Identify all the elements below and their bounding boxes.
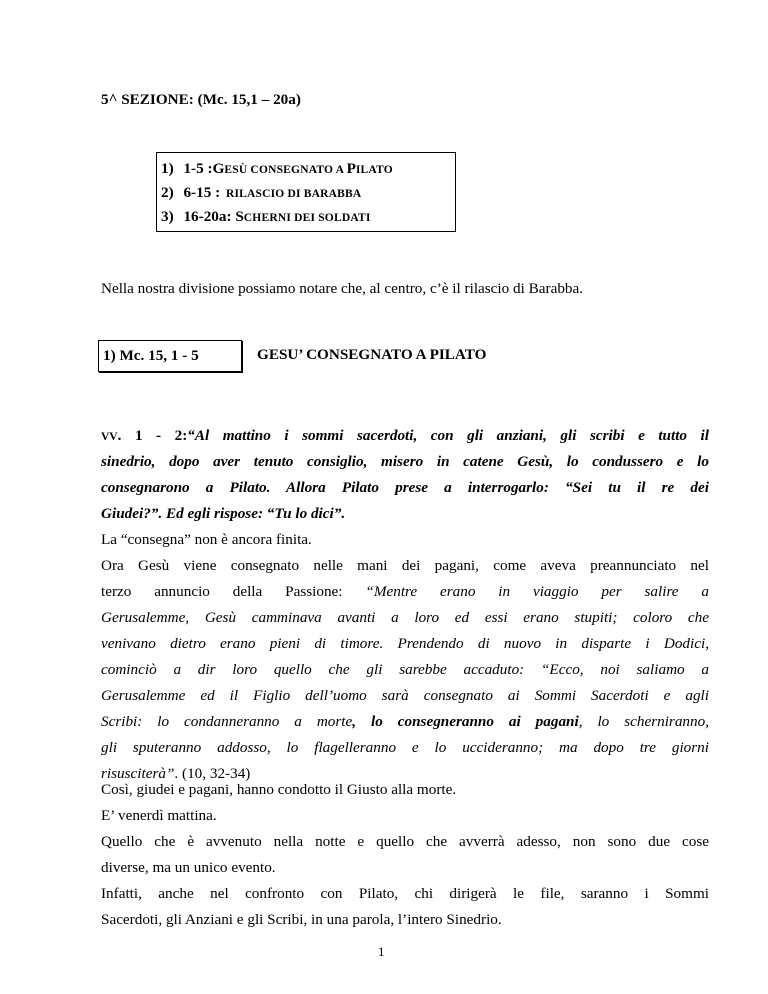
outline-title: ILATO: [355, 164, 393, 176]
text-line: E’ venerdì mattina.: [101, 807, 217, 824]
verse-text-line: Giudei?”. Ed egli rispose: “Tu lo dici”.: [101, 505, 346, 522]
quote-text: gli sputeranno addosso, lo flagelleranno e lo uccideranno; ma dopo tre giorni: [101, 739, 709, 756]
text-line: La “consegna” non è ancora finita.: [101, 531, 312, 548]
quote-text: Gerusalemme ed il Figlio dell’uomo sarà consegnato ai Sommi Sacerdoti e agli: [101, 687, 709, 704]
text-line: diverse, ma un unico evento.: [101, 859, 276, 876]
text-line: Sacerdoti, gli Anziani e gli Scribi, in una parola, l’intero Sinedrio.: [101, 911, 502, 928]
outline-item: [161, 205, 455, 229]
verse-text-line: “Al mattino i sommi sacerdoti, con gli anziani, gli scribi e tutto il: [187, 427, 709, 444]
intro-paragraph: Nella nostra divisione possiamo notare che, al centro, c’è il rilascio di Barabba.: [101, 280, 584, 297]
outline-item: [161, 157, 455, 181]
subsection-title: GESU’ CONSEGNATO A PILATO: [257, 346, 487, 363]
verse-text-line: consegnarono a Pilato. Allora Pilato prese a interrogarlo: “Sei tu il re dei: [101, 479, 709, 496]
section-heading: 5^ SEZIONE: (Mc. 15,1 – 20a): [101, 91, 301, 108]
text-line: risusciterà”. (10, 32-34): [101, 765, 251, 782]
outline-range: 6-15 :: [183, 184, 221, 201]
outline-number: 3): [161, 208, 174, 225]
text-line: Quello che è avvenuto nella notte e quello che avverrà adesso, non sono due cose: [101, 833, 709, 850]
outline-title: ESÙ CONSEGNATO A: [224, 164, 347, 176]
quote-text: Gerusalemme, Gesù camminava avanti a loro ed essi erano stupiti; coloro che: [101, 609, 709, 626]
section-outline-box: [156, 152, 456, 232]
outline-title: CHERNI DEI SOLDATI: [243, 212, 371, 224]
emphasis-text: , lo consegneranno ai pagani: [352, 713, 579, 730]
quote-text: venivano dietro erano pieni di timore. Prendendo di nuovo in disparte i Dodici,: [101, 635, 709, 652]
body-paragraph: [101, 527, 709, 787]
verse-ref: VV. 1 - 2:: [101, 427, 188, 444]
outline-range: 16-20a:: [183, 208, 232, 225]
text-line: Scribi: lo condanneranno a morte, lo consegneranno ai pagani, lo scherniranno,: [101, 713, 710, 730]
body-paragraph: [101, 777, 709, 933]
outline-number: 1): [161, 160, 174, 177]
outline-number: 2): [161, 184, 174, 201]
outline-title: RILASCIO DI BARABBA: [225, 188, 362, 200]
outline-title-cap: P: [346, 160, 356, 177]
verse-quote: [101, 423, 709, 527]
page-number: 1: [378, 944, 385, 959]
quote-text: “Mentre erano in viaggio per salire a: [365, 583, 709, 600]
text-line: Infatti, anche nel confronto con Pilato, chi dirigerà le file, saranno i Sommi: [101, 885, 709, 902]
verse-text-line: sinedrio, dopo aver tenuto consiglio, misero in catene Gesù, lo condussero e lo: [101, 453, 709, 470]
outline-title-cap: G: [212, 160, 225, 177]
outline-range: 1-5 :: [183, 160, 213, 177]
quote-text: cominciò a dir loro quello che gli sarebbe accaduto: “Ecco, noi saliamo a: [101, 661, 709, 678]
outline-title-cap: S: [235, 208, 244, 225]
outline-item: [161, 181, 455, 205]
subsection-label-box: 1) Mc. 15, 1 - 5: [98, 340, 242, 372]
text-line: Ora Gesù viene consegnato nelle mani dei pagani, come aveva preannunciato nel: [101, 557, 709, 574]
text-line: Così, giudei e pagani, hanno condotto il Giusto alla morte.: [101, 781, 457, 798]
text-line: terzo annuncio della Passione: “Mentre erano in viaggio per salire a: [101, 583, 709, 600]
